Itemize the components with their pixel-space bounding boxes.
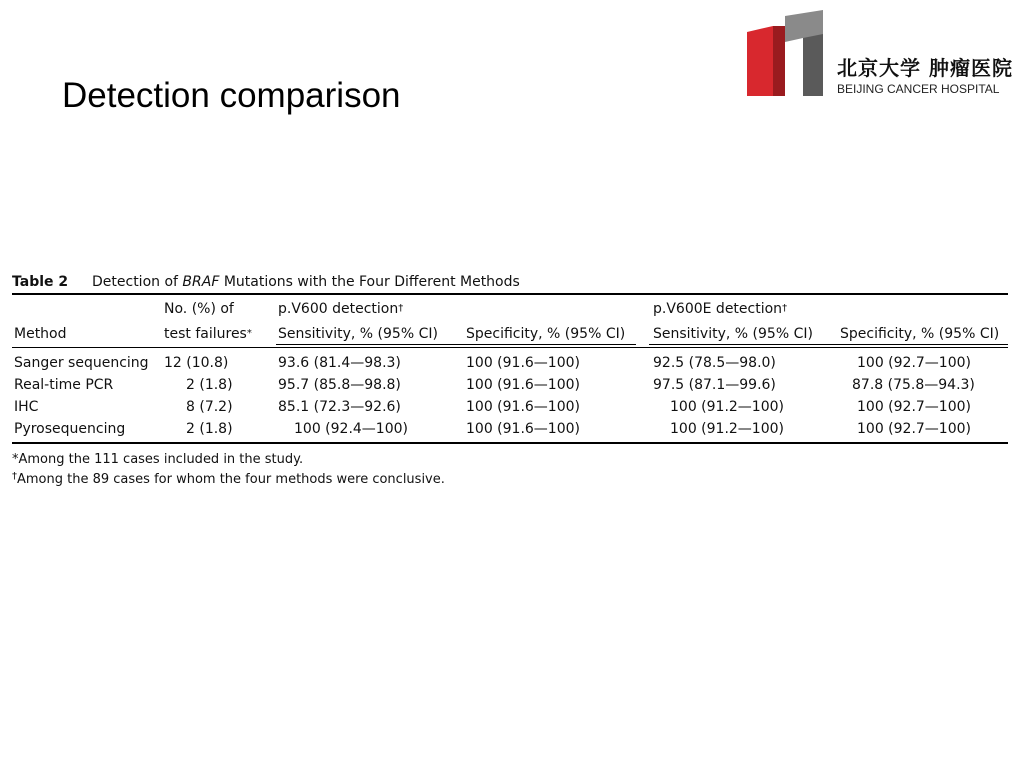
logo-mark-icon [745, 8, 827, 100]
table-row [12, 418, 1008, 440]
footnote: †Among the 89 cases for whom the four methods were conclusive. [12, 471, 445, 487]
cell-method: Sanger sequencing [14, 355, 149, 371]
cell-method: IHC [14, 399, 39, 415]
failures-header-line1: No. (%) of [164, 301, 234, 317]
cell-sens-v600: 95.7 (85.8—98.8) [278, 377, 401, 393]
logo-english-name: BEIJING CANCER HOSPITAL [837, 82, 1000, 96]
spec-v600e-header: Specificity, % (95% CI) [840, 326, 1000, 342]
hospital-logo [745, 8, 1017, 100]
cell-sens-v600e: 100 (91.2—100) [670, 421, 784, 437]
method-header: Method [14, 326, 67, 342]
cell-sens-v600e: 100 (91.2—100) [670, 399, 784, 415]
cell-failures: 2 (1.8) [186, 377, 233, 393]
cell-sens-v600: 100 (92.4—100) [294, 421, 408, 437]
table-body [12, 348, 1008, 442]
table-header [12, 295, 1008, 347]
cell-spec-v600: 100 (91.6—100) [466, 421, 580, 437]
cell-failures: 8 (7.2) [186, 399, 233, 415]
footnote: *Among the 111 cases included in the study. [12, 452, 304, 467]
cell-sens-v600: 85.1 (72.3—92.6) [278, 399, 401, 415]
table-row [12, 352, 1008, 374]
cell-failures: 2 (1.8) [186, 421, 233, 437]
cell-sens-v600e: 92.5 (78.5—98.0) [653, 355, 776, 371]
cell-sens-v600e: 97.5 (87.1—99.6) [653, 377, 776, 393]
data-table [12, 271, 1008, 490]
cell-sens-v600: 93.6 (81.4—98.3) [278, 355, 401, 371]
cell-failures: 12 (10.8) [164, 355, 229, 371]
cell-spec-v600e: 100 (92.7—100) [857, 355, 971, 371]
table-label: Table 2 [12, 274, 69, 290]
logo-chinese-name: 北京大学 肿瘤医院 [837, 56, 1013, 80]
table-footnotes [12, 450, 1008, 490]
sens-v600e-header: Sensitivity, % (95% CI) [653, 326, 813, 342]
cell-spec-v600e: 100 (92.7—100) [857, 421, 971, 437]
cell-method: Real-time PCR [14, 377, 114, 393]
table-row [12, 374, 1008, 396]
caption-pre: Detection of [92, 274, 178, 290]
page-title: Detection comparison [62, 76, 401, 115]
group-header-v600e: p.V600E detection† [653, 301, 788, 317]
cell-spec-v600e: 100 (92.7—100) [857, 399, 971, 415]
spec-v600-header: Specificity, % (95% CI) [466, 326, 626, 342]
caption-post: Mutations with the Four Different Methods [223, 274, 520, 290]
failures-header-line2: test failures* [164, 326, 252, 342]
cell-method: Pyrosequencing [14, 421, 126, 437]
group-header-v600: p.V600 detection† [278, 301, 404, 317]
bottom-rule [12, 442, 1008, 444]
sens-v600-header: Sensitivity, % (95% CI) [278, 326, 438, 342]
cell-spec-v600: 100 (91.6—100) [466, 377, 580, 393]
table-row [12, 396, 1008, 418]
cell-spec-v600: 100 (91.6—100) [466, 399, 580, 415]
caption-gene: BRAF [182, 274, 220, 290]
cell-spec-v600e: 87.8 (75.8—94.3) [852, 377, 975, 393]
cell-spec-v600: 100 (91.6—100) [466, 355, 580, 371]
table-caption [12, 271, 1008, 293]
